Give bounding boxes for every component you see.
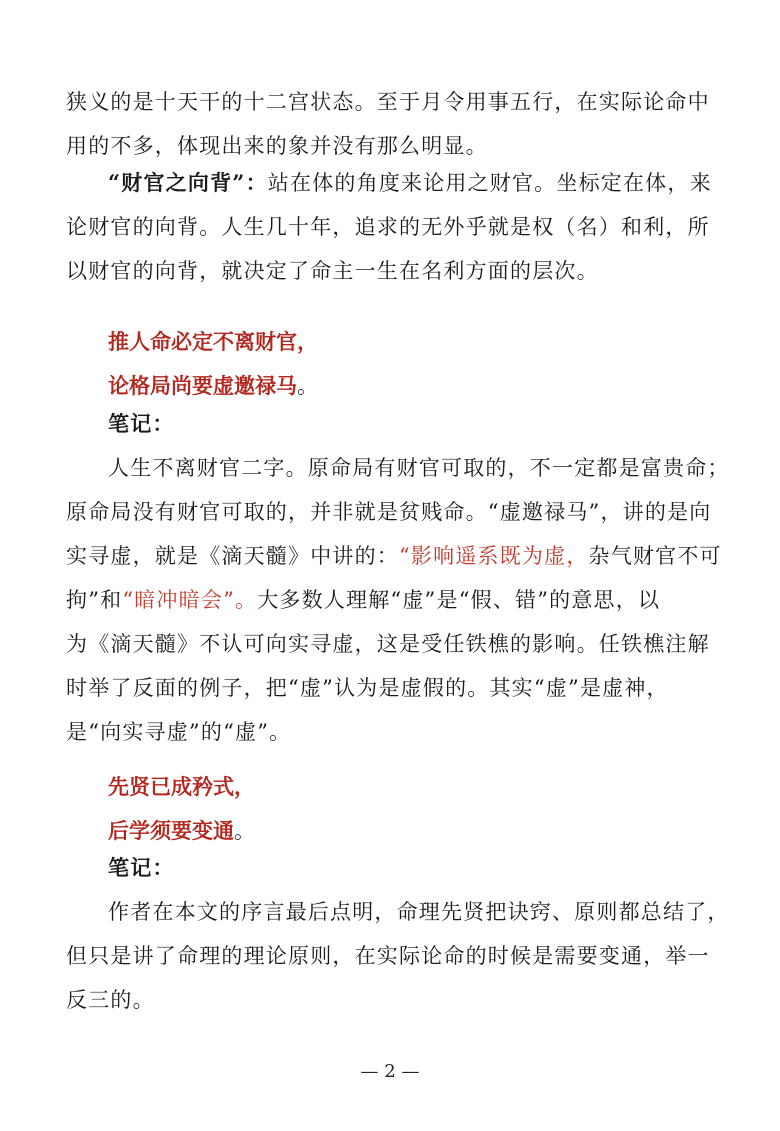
verse-heading-2 <box>108 765 255 853</box>
verse-text: 论格局尚要虚邀禄马 <box>108 373 297 398</box>
term-colon: ： <box>245 170 268 195</box>
note-heading: 笔记： <box>108 411 175 436</box>
verse-end: 。 <box>234 819 255 843</box>
verse-line: 推人命必定不离财官， <box>108 329 318 354</box>
red-quote: “影响遥系既为虚， <box>399 544 589 568</box>
verse-end: 。 <box>297 374 318 398</box>
page-number: — 2 — <box>360 1061 420 1082</box>
text-line: 以财官的向背，就决定了命主一生在名利方面的层次。 <box>66 259 599 283</box>
text-line: 反三的。 <box>66 988 155 1012</box>
text-segment: 站在体的角度来论用之财官。坐标定在体，来 <box>267 171 712 195</box>
paragraph-intro <box>66 80 718 168</box>
text-line: 作者在本文的序言最后点明，命理先贤把诀窍、原则都总结了， <box>108 900 730 924</box>
verse-heading-1 <box>108 320 318 408</box>
text-line: 是“向实寻虚”的“虚”。 <box>66 720 292 744</box>
text-line: 狭义的是十天干的十二宫状态。至于月令用事五行，在实际论命中 <box>66 90 710 114</box>
text-line: 原命局没有财官可取的，并非就是贫贱命。“虚邀禄马”，讲的是向 <box>66 500 712 524</box>
text-line: 时举了反面的例子，把“虚”认为是虚假的。其实“虚”是虚神， <box>66 676 669 700</box>
text-line: 为《滴天髓》不认可向实寻虚，这是受任铁樵的影响。任铁樵注解 <box>66 632 710 656</box>
text-segment: 实寻虚，就是《滴天髓》中讲的： <box>66 544 399 568</box>
term-caiguan: “财官之向背” <box>108 170 246 195</box>
text-line <box>66 534 722 578</box>
text-line: 但只是讲了命理的理论原则，在实际论命的时候是需要变通，举一 <box>66 944 710 968</box>
text-line <box>66 161 718 205</box>
note-heading: 笔记： <box>108 855 175 880</box>
text-segment: 大多数人理解“虚”是“假、错”的意思，以 <box>257 588 661 612</box>
text-line: 人生不离财官二字。原命局有财官可取的，不一定都是富贵命； <box>108 456 730 480</box>
text-segment: 拘”和 <box>66 588 123 612</box>
text-line: 论财官的向背。人生几十年，追求的无外乎就是权（名）和利，所 <box>66 215 710 239</box>
verse-line: 先贤已成矜式， <box>108 774 255 799</box>
text-line: 用的不多，体现出来的象并没有那么明显。 <box>66 134 488 158</box>
text-line <box>66 578 718 622</box>
verse-text: 后学须要变通 <box>108 818 234 843</box>
note-section-2 <box>66 846 730 1022</box>
text-segment: 杂气财官不可 <box>588 544 722 568</box>
paragraph-caiguan <box>66 161 718 293</box>
red-quote: “暗冲暗会”。 <box>122 588 258 612</box>
note-section-1 <box>66 402 730 754</box>
